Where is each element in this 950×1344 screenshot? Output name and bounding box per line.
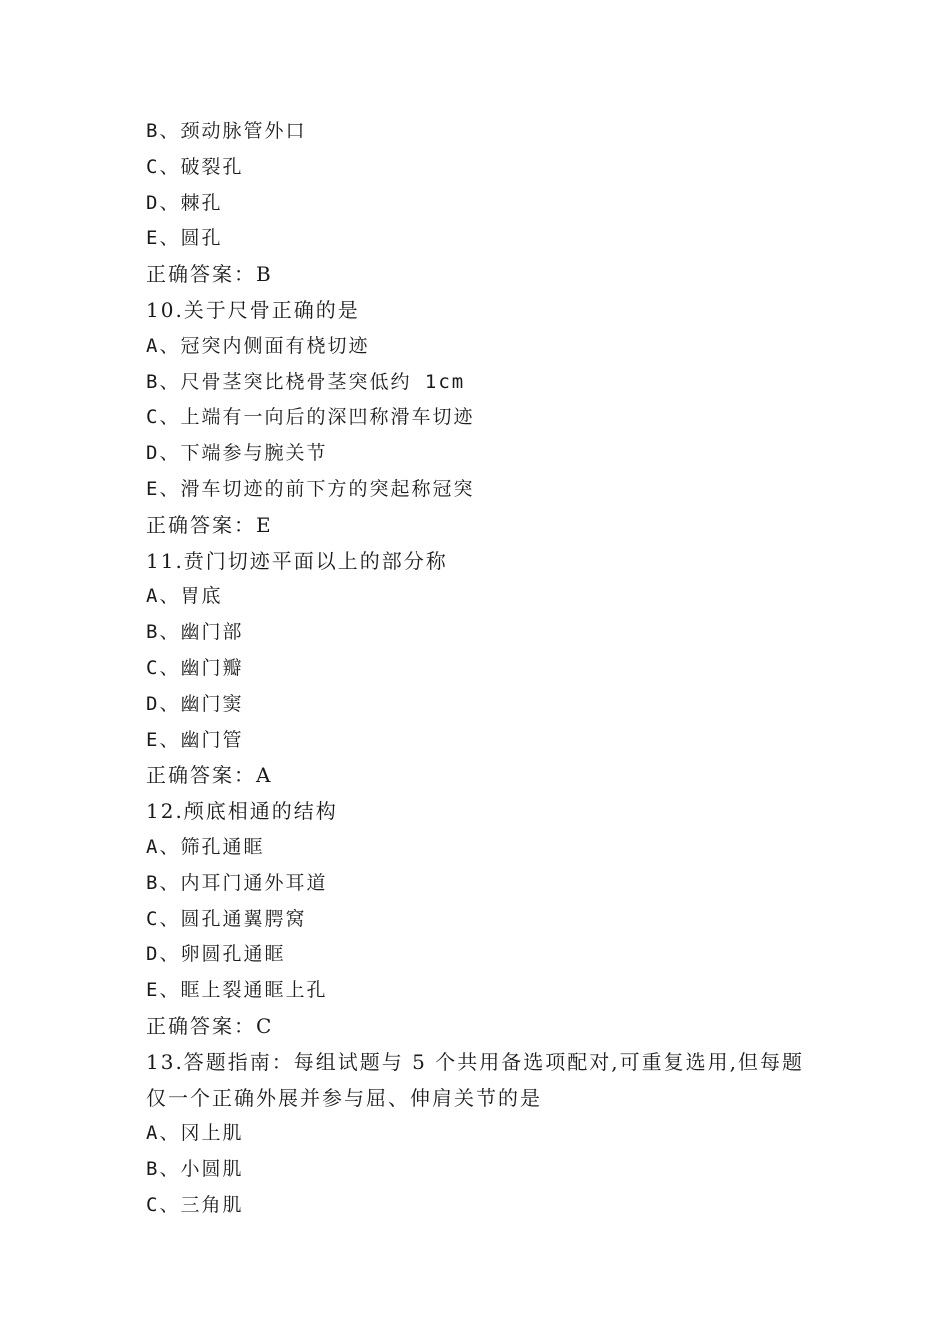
option-line: C、上端有一向后的深凹称滑车切迹 [146,406,475,429]
option-line: B、颈动脉管外口 [146,120,307,142]
question-line: 12.颅底相通的结构 [146,799,338,824]
option-line: B、内耳门通外耳道 [146,871,328,894]
option-line: C、破裂孔 [146,155,244,178]
option-line: D、幽门窦 [146,692,244,715]
question-line: 10.关于尺骨正确的是 [146,297,360,322]
option-line: C、圆孔通翼腭窝 [146,907,307,930]
option-line: E、圆孔 [146,227,223,250]
option-line: B、尺骨茎突比桡骨茎突低约 1cm [146,370,466,393]
option-line: B、幽门部 [146,621,244,644]
option-line: E、幽门管 [146,728,244,751]
option-line: A、胃底 [146,585,223,608]
question-line: 13.答题指南：每组试题与 5 个共用备选项配对,可重复选用,但每题 [146,1049,804,1074]
answer-line: 正确答案：B [146,262,273,287]
option-line: C、三角肌 [146,1193,244,1216]
question-line: 11.贲门切迹平面以上的部分称 [146,548,448,573]
answer-line: 正确答案：E [146,512,273,537]
answer-line: 正确答案：C [146,1013,274,1038]
option-line: E、眶上裂通眶上孔 [146,979,328,1002]
option-line: E、滑车切迹的前下方的突起称冠突 [146,477,475,500]
question-line: 仅一个正确外展并参与屈、伸肩关节的是 [146,1085,542,1110]
option-line: D、卵圆孔通眶 [146,943,286,966]
option-line: D、棘孔 [146,191,223,214]
answer-line: 正确答案：A [146,763,273,788]
option-line: A、冈上肌 [146,1122,244,1145]
option-line: A、筛孔通眶 [146,835,265,858]
question-list [146,114,826,1224]
option-line: A、冠突内侧面有桡切迹 [146,334,370,357]
option-line: D、下端参与腕关节 [146,442,328,465]
option-line: C、幽门瓣 [146,656,244,679]
option-line: B、小圆肌 [146,1158,244,1181]
